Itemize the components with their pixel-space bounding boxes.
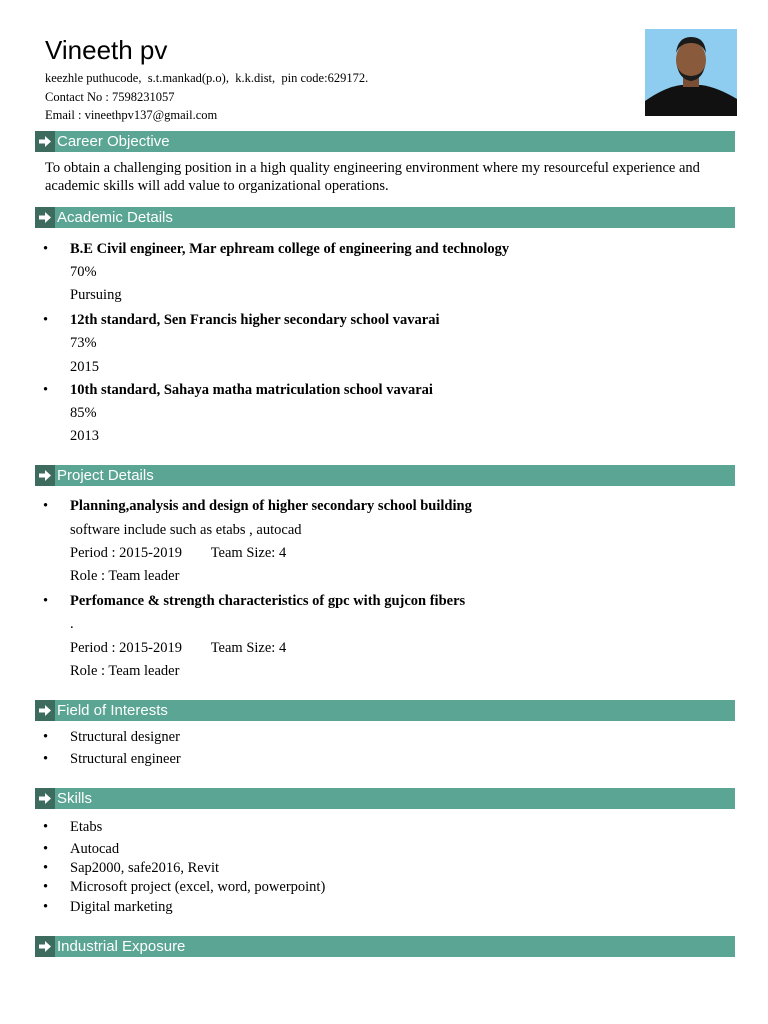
academic-degree: 10th standard, Sahaya matha matriculation school vavarai bbox=[70, 382, 433, 398]
project-role: Role : Team leader bbox=[70, 663, 180, 679]
bullet: • bbox=[43, 241, 49, 257]
section-skills bbox=[35, 788, 735, 809]
academic-year: Pursuing bbox=[70, 287, 122, 303]
section-career-objective bbox=[35, 131, 735, 152]
candidate-name: Vineeth pv bbox=[45, 35, 168, 65]
project-detail: . bbox=[70, 616, 74, 632]
academic-score: 70% bbox=[70, 264, 97, 280]
contact-number: Contact No : 7598231057 bbox=[45, 90, 175, 104]
academic-score: 73% bbox=[70, 335, 97, 351]
bullet: • bbox=[43, 498, 49, 514]
bullet: • bbox=[43, 841, 49, 857]
address-line: keezhle puthucode, s.t.mankad(p.o), k.k.dist, pin code:629172. bbox=[45, 71, 369, 85]
project-title: Perfomance & strength characteristics of gpc with gujcon fibers bbox=[70, 593, 466, 609]
bullet: • bbox=[43, 879, 49, 895]
bullet: • bbox=[43, 312, 49, 328]
bullet: • bbox=[43, 382, 49, 398]
project-period: Period : 2015-2019 Team Size: 4 bbox=[70, 640, 287, 656]
bullet: • bbox=[43, 729, 49, 745]
academic-score: 85% bbox=[70, 405, 97, 421]
skill-item: Sap2000, safe2016, Revit bbox=[70, 860, 220, 876]
email-address: Email : vineethpv137@gmail.com bbox=[45, 108, 218, 122]
section-field-of-interests bbox=[35, 700, 735, 721]
project-title: Planning,analysis and design of higher secondary school building bbox=[70, 498, 472, 514]
bullet: • bbox=[43, 593, 49, 609]
project-period: Period : 2015-2019 Team Size: 4 bbox=[70, 545, 287, 561]
arrow-right-icon bbox=[39, 136, 51, 147]
section-title: Career Objective bbox=[57, 133, 170, 150]
arrow-right-icon bbox=[39, 212, 51, 223]
interest-item: Structural engineer bbox=[70, 751, 181, 767]
section-title: Project Details bbox=[57, 467, 154, 484]
profile-photo bbox=[645, 29, 737, 116]
academic-year: 2013 bbox=[70, 428, 99, 444]
section-title: Field of Interests bbox=[57, 702, 168, 719]
skill-item: Microsoft project (excel, word, powerpoint) bbox=[70, 879, 326, 895]
bullet: • bbox=[43, 819, 49, 835]
arrow-right-icon bbox=[39, 941, 51, 952]
section-academic-details bbox=[35, 207, 735, 228]
bullet: • bbox=[43, 899, 49, 915]
skill-item: Digital marketing bbox=[70, 899, 173, 915]
section-title: Industrial Exposure bbox=[57, 938, 186, 955]
arrow-right-icon bbox=[39, 470, 51, 481]
bullet: • bbox=[43, 860, 49, 876]
career-objective-text: To obtain a challenging position in a high quality engineering environment where my resourceful experience and academic skills will add value to organizational operations. bbox=[45, 160, 700, 194]
arrow-right-icon bbox=[39, 705, 51, 716]
academic-degree: 12th standard, Sen Francis higher secondary school vavarai bbox=[70, 312, 440, 328]
bullet: • bbox=[43, 751, 49, 767]
project-detail: software include such as etabs , autocad bbox=[70, 522, 302, 538]
section-project-details bbox=[35, 465, 735, 486]
academic-year: 2015 bbox=[70, 359, 99, 375]
section-industrial-exposure bbox=[35, 936, 735, 957]
project-role: Role : Team leader bbox=[70, 568, 180, 584]
skill-item: Autocad bbox=[70, 841, 120, 857]
arrow-right-icon bbox=[39, 793, 51, 804]
interest-item: Structural designer bbox=[70, 729, 180, 745]
academic-degree: B.E Civil engineer, Mar ephream college of engineering and technology bbox=[70, 241, 510, 257]
section-title: Academic Details bbox=[57, 209, 173, 226]
section-title: Skills bbox=[57, 790, 93, 807]
skill-item: Etabs bbox=[70, 819, 103, 835]
